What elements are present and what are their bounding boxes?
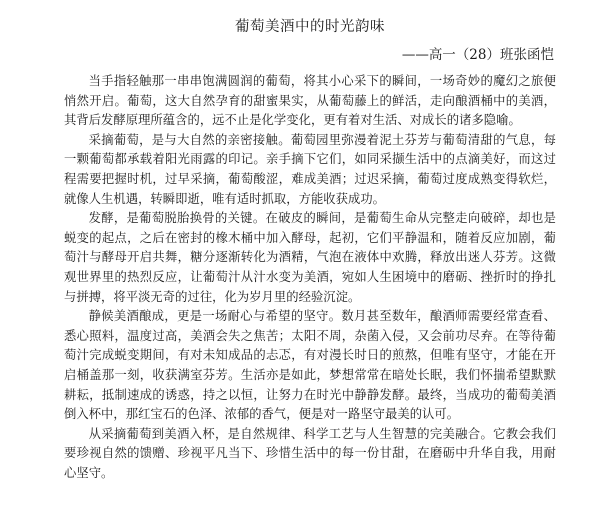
document-title: 葡萄美酒中的时光韵味 [235, 19, 385, 35]
paragraph: 采摘葡萄，是与大自然的亲密接触。葡萄园里弥漫着泥土芬芳与葡萄清甜的气息，每一颗葡萄都承载着阳光雨露的印记。亲手摘下它们，如同采撷生活中的点滴美好，而这过程需要把握时机，过早采摘，葡萄酸涩，难成美酒；过迟采摘，葡萄过度成熟变得软烂，就像人生机遇，转瞬即逝，唯有适时抓取，方能收获成功。 [64, 132, 556, 206]
paragraph: 从采摘葡萄到美酒入杯，是自然规律、科学工艺与人生智慧的完美融合。它教会我们要珍视自然的馈赠、珍视平凡当下、珍惜生活中的每一份甘甜，在磨砺中升华自我，用耐心坚守。 [64, 426, 556, 480]
paragraph: 静候美酒酿成，更是一场耐心与希望的坚守。数月甚至数年，酿酒师需要经常查看、悉心照料，温度过高，美酒会失之焦苦；太阳不周，杂菌入侵，又会前功尽弃。在等待葡萄汁完成蜕变期间，有对未知成品的忐忑，有对漫长时日的煎熬，但唯有坚守，才能在开启桶盖那一刻，收获满室芬芳。生活亦是如此，梦想常常在暗处长眠，我们怀揣希望默默耕耘，抵制速成的诱惑，持之以恒，让努力在时光中静静发酵。最终，当成功的葡萄美酒倒入杯中，那红宝石的色泽、浓郁的香气，便是对一路坚守最美的认可。 [64, 309, 556, 422]
document-body [64, 72, 556, 483]
paragraph: 发酵，是葡萄脱胎换骨的关键。在破皮的瞬间，是葡萄生命从完整走向破碎，却也是蜕变的起点，之后在密封的橡木桶中加入酵母，起初，它们平静温和，随着反应加剧，葡萄汁与酵母开启共舞，糖分逐渐转化为酒精，气泡在液体中欢腾，释放出迷人芬芳。这微观世界里的热烈反应，让葡萄汁从汁水变为美酒，宛如人生困境中的磨砺、挫折时的挣扎与拼搏，将平淡无奇的过往，化为岁月里的经验沉淀。 [64, 211, 556, 304]
author-byline: ——高一（28）班张函恺 [401, 47, 554, 63]
paragraph: 当手指轻触那一串串饱满圆润的葡萄，将其小心采下的瞬间，一场奇妙的魔幻之旅便悄然开启。葡萄，这大自然孕育的甜蜜果实，从葡萄藤上的鲜活，走向酿酒桶中的美酒，其背后发酵原理所蕴含的，远不止是化学变化，更有着对生活、对成长的诸多隐喻。 [64, 74, 556, 128]
